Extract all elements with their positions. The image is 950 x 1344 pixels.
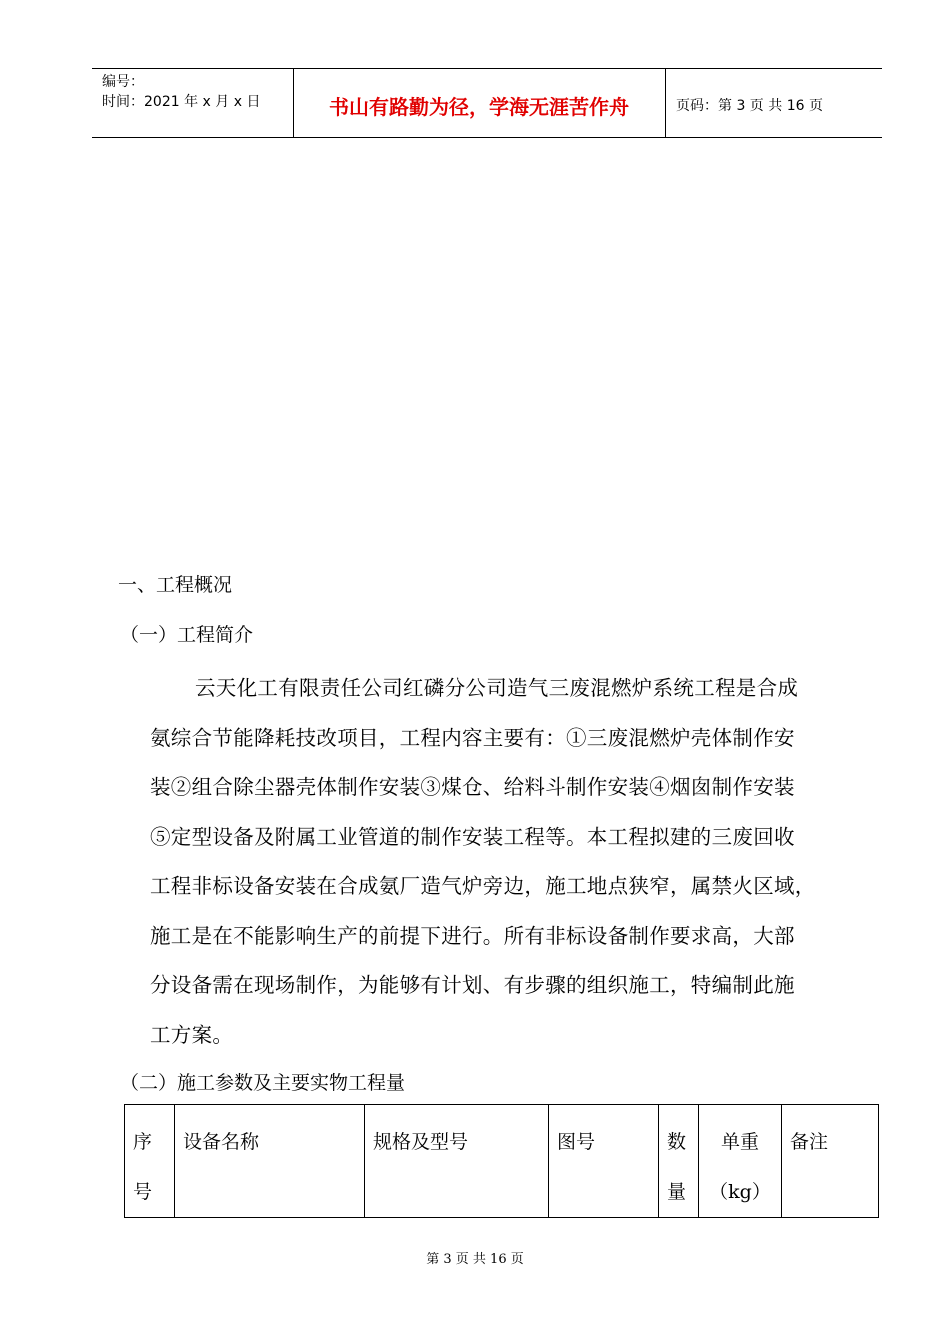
- header-slogan: 书山有路勤为径，学海无涯苦作舟: [329, 95, 629, 119]
- table-header-row: [125, 1105, 879, 1218]
- subsection-title-intro: （一）工程简介: [120, 624, 254, 646]
- section-title: 一、工程概况: [118, 574, 233, 596]
- paragraph-line: 工方案。: [150, 1022, 234, 1047]
- header-info-cell: [92, 69, 294, 137]
- paragraph-line: 云天化工有限责任公司红磷分公司造气三废混燃炉系统工程是合成: [195, 676, 799, 700]
- column-header-remarks: 备注: [782, 1105, 879, 1218]
- document-time-label: 时间：2021 年 x 月 x 日: [102, 94, 261, 110]
- paragraph-line: 分设备需在现场制作，为能够有计划、有步骤的组织施工，特编制此施: [150, 973, 795, 997]
- column-header-index: 序 号: [125, 1105, 175, 1218]
- paragraph-line: ⑤定型设备及附属工业管道的制作安装工程等。本工程拟建的三废回收: [150, 824, 795, 849]
- document-number-label: 编号：: [102, 74, 144, 90]
- column-header-spec-model: 规格及型号: [365, 1105, 549, 1218]
- paragraph-line: 施工是在不能影响生产的前提下进行。所有非标设备制作要求高，大部: [150, 923, 795, 948]
- column-header-equipment-name: 设备名称: [175, 1105, 365, 1218]
- column-header-unit-weight: 单重 （kg）: [699, 1105, 782, 1218]
- intro-paragraph: [150, 664, 860, 1060]
- paragraph-line: 氨综合节能降耗技改项目，工程内容主要有：①三废混燃炉壳体制作安: [150, 725, 795, 750]
- paragraph-line: 装②组合除尘器壳体制作安装③煤仓、给料斗制作安装④烟囱制作安装: [150, 775, 795, 799]
- paragraph-line: 工程非标设备安装在合成氨厂造气炉旁边，施工地点狭窄，属禁火区域，: [150, 874, 816, 898]
- header-page-number: 页码：第 3 页 共 16 页: [676, 98, 823, 114]
- header-page-cell: [666, 69, 882, 137]
- header-slogan-cell: [293, 69, 666, 137]
- subsection-title-parameters: （二）施工参数及主要实物工程量: [120, 1072, 406, 1094]
- column-header-quantity: 数 量: [659, 1105, 699, 1218]
- column-header-drawing-number: 图号: [549, 1105, 659, 1218]
- page-header: [92, 68, 882, 138]
- quantities-table: [124, 1104, 879, 1218]
- page-footer: 第 3 页 共 16 页: [426, 1252, 524, 1267]
